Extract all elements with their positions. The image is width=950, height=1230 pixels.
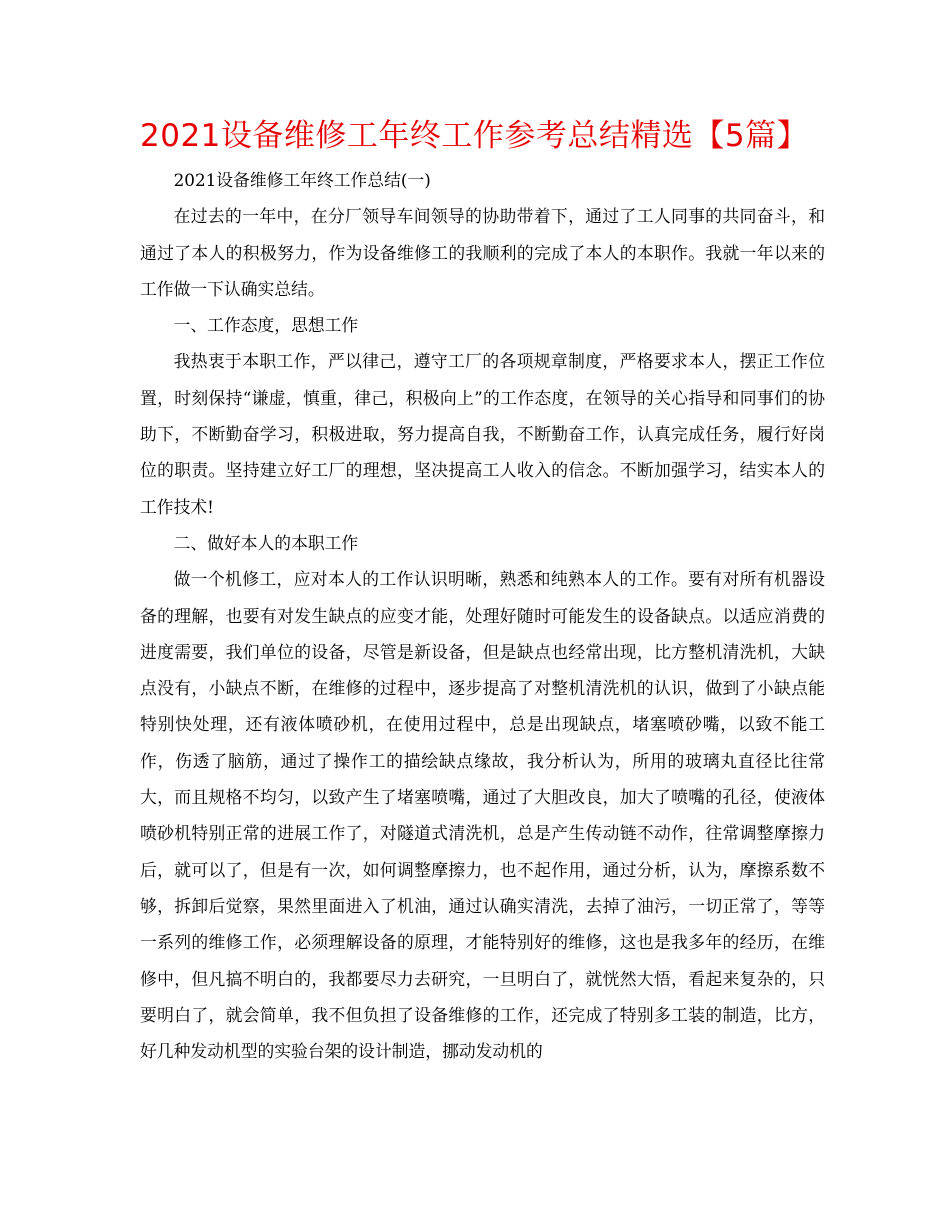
section-heading: 二、做好本人的本职工作: [173, 532, 359, 553]
paragraph: 我热衷于本职工作，严以律己，遵守工厂的各项规章制度，严格要求本人，摆正工作位置，时刻保持“谦虚，慎重，律己，积极向上”的工作态度，在领导的关心指导和同事们的协助下，不断勤奋学习，积极进取，努力提高自我，不断勤奋工作，认真完成任务，履行好岗位的职责。坚持建立好工厂的理想，坚决提高工人收入的信念。不断加强学习，结实本人的工作技术!: [140, 351, 825, 517]
paragraph: 在过去的一年中，在分厂领导车间领导的协助带着下，通过了工人同事的共同奋斗，和通过了本人的积极努力，作为设备维修工的我顺利的完成了本人的本职作。我就一年以来的工作做一下认确实总结。: [140, 206, 825, 299]
section-heading: 2021设备维修工年终工作总结(一): [173, 170, 431, 190]
document-title: 2021设备维修工年终工作参考总结精选【5篇】: [140, 118, 809, 154]
section-heading: 一、工作态度，思想工作: [173, 315, 359, 336]
paragraph: 做一个机修工，应对本人的工作认识明晰，熟悉和纯熟本人的工作。要有对所有机器设备的理解，也要有对发生缺点的应变才能，处理好随时可能发生的设备缺点。以适应消费的进度需要，我们单位的设备，尽管是新设备，但是缺点也经常出现，比方整机清洗机，大缺点没有，小缺点不断，在维修的过程中，逐步提高了对整机清洗机的认识，做到了小缺点能特别快处理，还有液体喷砂机，在使用过程中，总是出现缺点，堵塞喷砂嘴，以致不能工作，伤透了脑筋，通过了操作工的描绘缺点缘故，我分析认为，所用的玻璃丸直径比往常大，而且规格不均匀，以致产生了堵塞喷嘴，通过了大胆改良，加大了喷嘴的孔径，使液体喷砂机特别正常的进展工作了，对隧道式清洗机，总是产生传动链不动作，往常调整摩擦力后，就可以了，但是有一次，如何调整摩擦力，也不起作用，通过分析，认为，摩擦系数不够，拆卸后觉察，果然里面进入了机油，通过认确实清洗，去掉了油污，一切正常了，等等一系列的维修工作，必须理解设备的原理，才能特别好的维修，这也是我多年的经历，在维修中，但凡搞不明白的，我都要尽力去研究，一旦明白了，就恍然大悟，看起来复杂的，只要明白了，就会简单，我不但负担了设备维修的工作，还完成了特别多工装的制造，比方，好几种发动机型的实验台架的设计制造，挪动发动机的: [140, 569, 825, 1062]
document-body: [140, 162, 825, 1069]
